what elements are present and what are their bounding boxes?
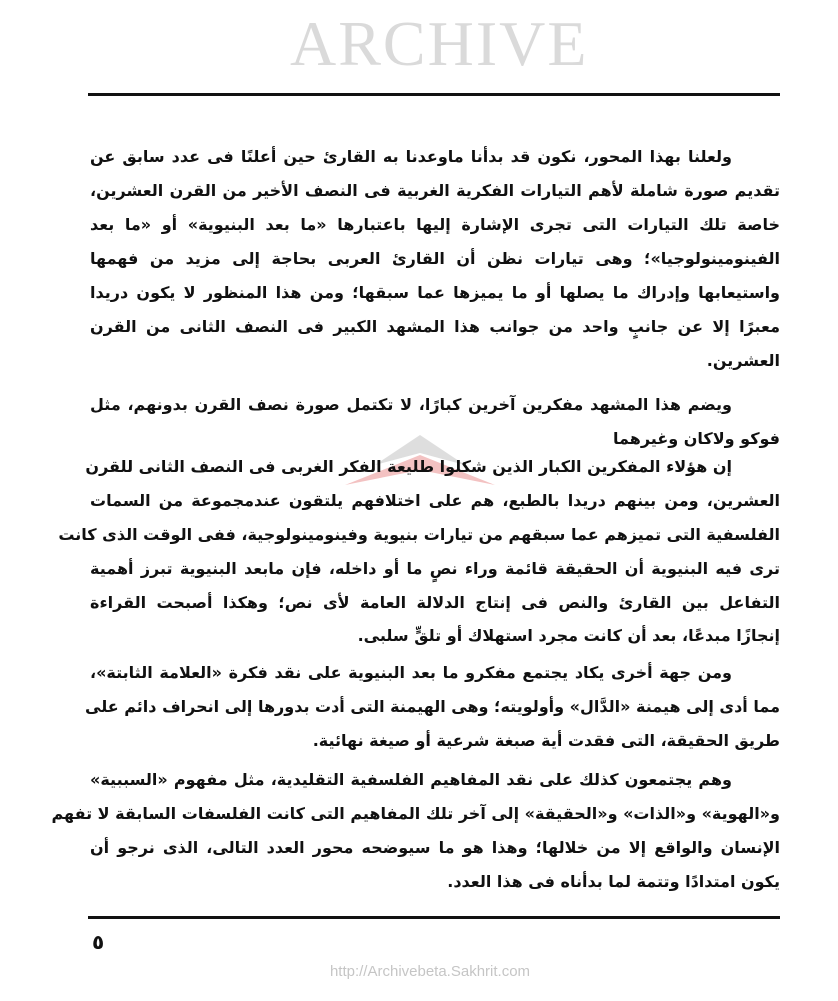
- watermark-url: http://Archivebeta.Sakhrit.com: [329, 963, 531, 980]
- text-line: فوكو ولاكان وغيرهما: [613, 429, 780, 448]
- text-line: إن هؤلاء المفكرين الكبار الذين شكلوا طليعة الفكر الغربى فى النصف الثانى للقرن: [85, 457, 732, 476]
- text-line: تقديم صورة شاملة لأهم التيارات الفكرية الغربية فى النصف الأخير من القرن العشرين،: [90, 181, 780, 200]
- top-rule: [88, 93, 780, 96]
- text-line: إنجازًا مبدعًا، بعد أن كانت مجرد استهلاك أو تلقٍّ سلبى.: [357, 626, 780, 645]
- text-line: ومن جهة أخرى يكاد يجتمع مفكرو ما بعد البنيوية على نقد فكرة «العلامة الثابتة»،: [90, 663, 732, 682]
- bottom-rule: [88, 916, 780, 919]
- text-line: يكون امتدادًا وتتمة لما بدأناه فى هذا العدد.: [447, 872, 780, 891]
- text-line: ولعلنا بهذا المحور، نكون قد بدأنا ماوعدنا به القارئ حين أعلنًا فى عدد سابق عن: [90, 147, 732, 166]
- text-line: وهم يجتمعون كذلك على نقد المفاهيم الفلسفية التقليدية، مثل مفهوم «السببية»: [90, 770, 732, 789]
- text-line: الإنسان والواقع إلا من خلالها؛ وهذا هو ما سيوضحه محور العدد التالى، الذى نرجو أن: [90, 838, 780, 857]
- text-line: العشرين، ومن بينهم دريدا بالطبع، هم على اختلافهم يلتقون عندمجموعة من السمات: [90, 491, 780, 510]
- text-line: خاصة تلك التيارات التى تجرى الإشارة إليها باعتبارها «ما بعد البنيوية» أو «ما بعد: [90, 215, 780, 234]
- page-number: ٥: [92, 930, 105, 954]
- text-line: مما أدى إلى هيمنة «الدَّال» وأولويته؛ وهى الهيمنة التى أدت بدورها إلى انحراف دائم على: [85, 697, 780, 716]
- text-line: التفاعل بين القارئ والنص فى إنتاج الدلالة العامة لأى نص؛ وهكذا أصبحت القراءة: [90, 593, 780, 612]
- watermark-text: ARCHIVE: [290, 8, 589, 79]
- text-line: الفلسفية التى تميزهم عما سبقهم من تيارات بنيوية وفينومينولوجية، ففى الوقت الذى كانت: [58, 525, 780, 544]
- text-line: معبرًا إلا عن جانبٍ واحد من جوانب هذا المشهد الكبير فى النصف الثانى من القرن: [90, 317, 780, 336]
- text-line: ويضم هذا المشهد مفكرين آخرين كبارًا، لا تكتمل صورة نصف القرن بدونهم، مثل: [90, 395, 732, 414]
- text-line: ترى فيه البنيوية أن الحقيقة قائمة وراء نصٍ ما أو داخله، فإن مابعد البنيوية تبرز أهمية: [90, 559, 780, 578]
- text-line: الفينومينولوجيا»؛ وهى تيارات نظن أن القارئ العربى بحاجة إلى مزيد من فهمها: [90, 249, 780, 268]
- text-line: واستيعابها وإدراك ما يصلها أو ما يميزها عما سبقها؛ ومن هذا المنظور لا يكون دريدا: [90, 283, 780, 302]
- text-line: العشرين.: [706, 351, 780, 370]
- text-line: طريق الحقيقة، التى فقدت أية صبغة شرعية أو صيغة نهائية.: [312, 731, 780, 750]
- text-line: و«الهوية» و«الذات» و«الحقيقة» إلى آخر تلك المفاهيم التى كانت الفلسفات السابقة لا تفهم: [51, 804, 780, 823]
